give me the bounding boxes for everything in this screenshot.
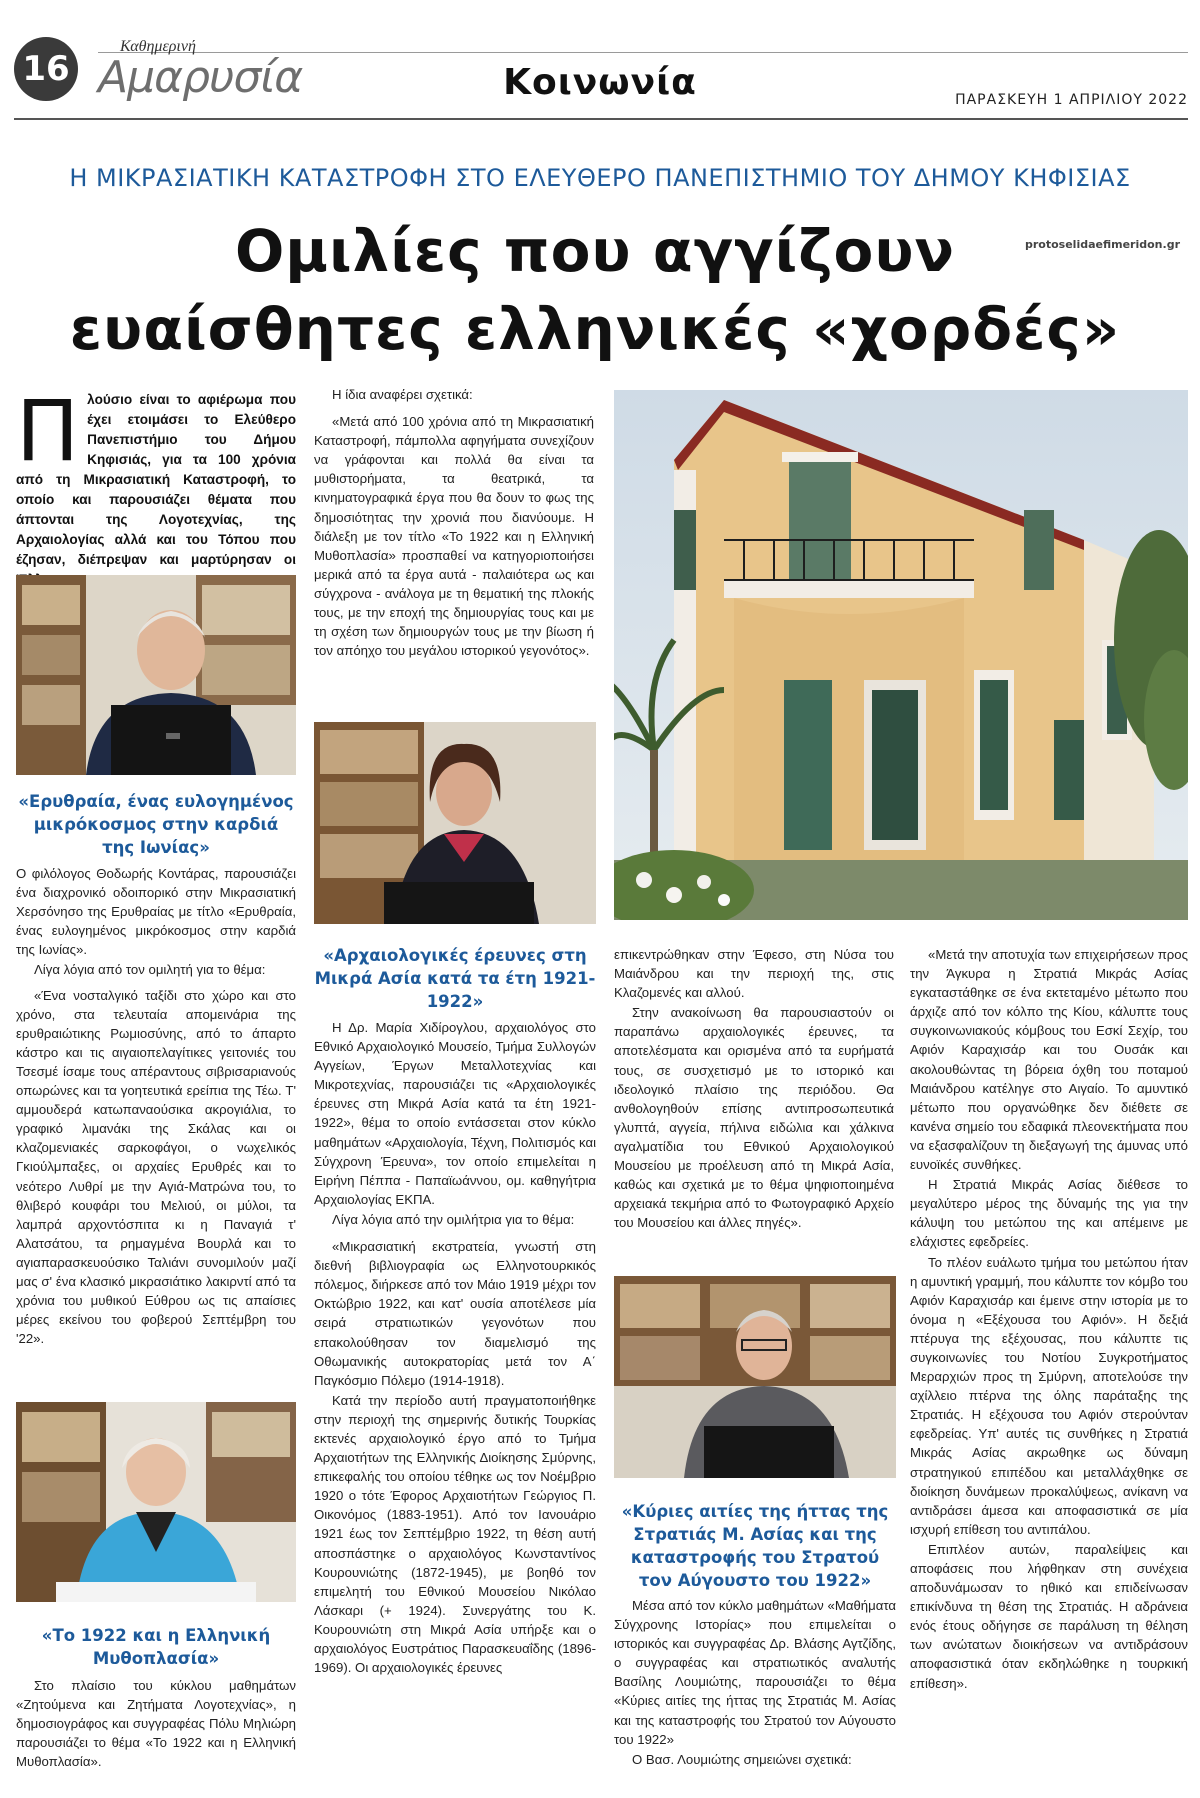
section-title: Κοινωνία <box>503 62 697 103</box>
col1-text-a <box>16 864 296 1349</box>
photo-chidiroglou <box>314 722 596 924</box>
header-rule <box>14 118 1188 120</box>
photo-milioti <box>16 1402 296 1602</box>
col3-paragraph-1: επικεντρώθηκαν στην Έφεσο, στη Νύσα του Μαιάνδρου και την περιοχή της, στις Κλαζομενές και αλλού. <box>614 947 894 1001</box>
col4-text <box>910 945 1188 1694</box>
col2-paragraph-4: Λίγα λόγια από την ομιλήτρια για το θέμα: <box>332 1211 575 1227</box>
col2-text-b <box>314 1018 596 1678</box>
photo-milioti-art <box>16 1402 296 1602</box>
drop-cap: Π <box>16 382 80 480</box>
col2-text-a <box>314 385 594 661</box>
brand-tagline: Καθημερινή <box>120 38 196 55</box>
col3-paragraph-3: Μέσα από τον κύκλο μαθημάτων «Μαθήματα Σύγχρονης Ιστορίας» που επιμελείται ο ιστορικός και συγγραφέας Δρ. Βλάσης Αγτζίδης, ο συγγραφέας και στρατιωτικός αναλυτής Βασίλης Λουμιώτης, παρουσιάζει το θέμα «Κύριες αιτίες της ήττας της Στρατιάς Μ. Ασίας και της καταστροφής του Στρατού τον Αύγουστο του 1922» <box>614 1598 896 1747</box>
subheading-defeat-causes: «Κύριες αιτίες της ήττας της Στρατιάς Μ. Ασίας και της καταστροφής του Στρατού τον Αύγουστο του 1922» <box>621 1502 889 1590</box>
col4-paragraph-4: Επιπλέον αυτών, παραλείψεις και αποφάσεις που λήφθηκαν στη συνέχεια αποδυνάμωσαν το ηθικό και επιδείνωσαν επικίνδυνα τη θέση της Στρατιάς. Η αδράνεια ενός έτους οδήγησε σε παράλυση τη θέληση των ανώτατων διοικήσεων να αντιδράσουν αποφασιστικά όταν εκδηλώθηκε η τουρκική επίθεση». <box>910 1541 1188 1691</box>
col3-paragraph-2: Στην ανακοίνωση θα παρουσιαστούν οι παραπάνω αρχαιολογικές έρευνες, τα αποτελέσματα και ορισμένα από τα ευρήματά τους, σε συσχετισμό με το ιστορικό και ιδεολογικό πλαίσιο της περιόδου. Θα ανθολογηθούν επίσης αντιπροσωπευτικά γλυπτά, αγγεία, πήλινα ειδώλια και χάλκινα αγαλματίδια του Εθνικού Αρχαιολογικού Μουσείου με προέλευση από τη Μικρά Ασία, καθώς και σχετικά με το θέμα ψηφιοποιημένα αρχειακά τεκμήρια από το Φωτογραφικό Αρχείο του Μουσείου και άλλες πηγές». <box>614 1005 894 1231</box>
photo-building <box>614 390 1188 920</box>
lead-paragraph <box>16 382 296 590</box>
article-headline <box>40 212 1150 368</box>
subheading-archaeology: «Αρχαιολογικές έρευνες στη Μικρά Ασία κατά τα έτη 1921-1922» <box>314 946 596 1011</box>
photo-chidiroglou-art <box>314 722 596 924</box>
brand-logo: Αμαρυσία <box>98 52 303 103</box>
issue-date: ΠΑΡΑΣΚΕΥΗ 1 ΑΠΡΙΛΙΟΥ 2022 <box>955 92 1188 108</box>
photo-building-art <box>614 390 1188 920</box>
col1-text-b <box>16 1676 296 1772</box>
page-number-badge: 16 <box>14 37 78 101</box>
watermark: protoselidaefimeridon.gr <box>1025 238 1180 251</box>
col2-paragraph-5: «Μικρασιατική εκστρατεία, γνωστή στη διεθνή βιβλιογραφία ως Ελληνοτουρκικός πόλεμος, διήρκεσε από τον Μάιο 1919 μέχρι τον Οκτώβριο 1922, και κατ' ουσία αποτέλεσε μία σειρά στρατιωτικών γεγονότων που επακολούθησαν τον διαμελισμό της Οθωμανικής αυτοκρατορίας μετά τον Α΄ Παγκόσμιο Πόλεμο (1914-1918). <box>314 1239 596 1388</box>
subheading-erythraia: «Ερυθραία, ένας ευλογημένος μικρόκοσμος στην καρδιά της Ιωνίας» <box>18 792 294 857</box>
col2-paragraph-6: Κατά την περίοδο αυτή πραγματοποιήθηκε στην περιοχή της σημερινής δυτικής Τουρκίας εκτενές αρχαιολογικό έργο από το Τμήμα Αρχαιοτήτων της Ελληνικής Διοίκησης Σμύρνης, επικεφαλής του οποίου τέθηκε ως τον Νοέμβριο 1920 ο τότε Έφορος Αρχαιοτήτων Γεώργιος Π. Οικονόμος (1883-1951). Από τον Ιανουάριο 1921 έως τον Σεπτέμβριο 1922, τη θέση αυτή αποσπάστηκε ο αρχαιολόγος Κωνσταντίνος Κουρουνιώτης (1872-1945), με βοηθό τον επιμελητή του Εθνικού Μουσείου Νικόλαο Λάσκαρι (+ 1924). Συνεργάτης του Κ. Κουρουνιώτη στη Μικρά Ασία υπήρξε και ο αρχαιολόγος Ευστράτιος Παρασκευαΐδης (1896-1969). Οι αρχαιολογικές έρευνες <box>314 1392 596 1676</box>
col4-paragraph-2: Η Στρατιά Μικράς Ασίας διέθεσε το μεγαλύτερο μέρος της δύναμής της για την κάλυψη του μετώπου της και απέμεινε με ελάχιστες εφεδρείες. <box>910 1177 1188 1250</box>
col4-paragraph-1: «Μετά την αποτυχία των επιχειρήσεων προς την Άγκυρα η Στρατιά Μικράς Ασίας εγκαταστάθηκε σε ένα εκτεταμένο μέτωπο που άρχιζε από τον κόλπο της Κίου, κάλυπτε τους συγκοινωνιακούς κόμβους του Εσκί Σεχίρ, του Αφιόν Καραχισάρ και του Ουσάκ και ακολουθώντας τη βόρεια όχθη του ποταμού Μαιάνδρου κατέληγε στο Αιγαίο. Το αμυντικό μέτωπο που οργανώθηκε δεν διέθετε σε κανένα σημείο του εδαφικά πλεονεκτήματα που να εξασφαλίζουν τη διεξαγωγή της άμυνας υπό ευνοϊκές συνθήκες. <box>910 947 1188 1173</box>
col2-paragraph-2: «Μετά από 100 χρόνια από τη Μικρασιατική Καταστροφή, πάμπολλα αφηγήματα συνεχίζουν να γράφονται και πολλά θα είναι τα μυθιστορήματα, τα θεατρικά, τα κινηματογραφικά έργα που θα δουν το φως της δημοσιότητας την χρονιά που διανύουμε. Η διάλεξη με τον τίτλο «Το 1922 και η Ελληνική Μυθοπλασία» προσπαθεί να κατηγοριοποιήσει μερικά από τα έργα αυτά - παλαιότερα ως και σύγχρονα - ανάλογα με τη θεματική της πλοκής τους, με την εποχή της δημιουργίας τους και με τη σχέση των δημιουργών τους με την βίωση ή τον απόηχο του μεγάλου ιστορικού γεγονότος». <box>314 414 594 659</box>
col1-paragraph-4: Στο πλαίσιο του κύκλου μαθημάτων «Ζητούμενα και Ζητήματα Λογοτεχνίας», η δημοσιογράφος και συγγραφέας Πόλυ Μηλιώρη παρουσιάζει το θέμα «Το 1922 και η Ελληνική Μυθοπλασία». <box>16 1678 296 1770</box>
article-lead <box>16 382 296 590</box>
photo-loumiotis <box>614 1276 896 1478</box>
photo-kontaras <box>16 575 296 775</box>
col1-paragraph-1: Ο φιλόλογος Θοδωρής Κοντάρας, παρουσιάζει ένα διαχρονικό οδοιπορικό στην Μικρασιατική Χερσόνησο της Ερυθραίας με τίτλο «Ερυθραία, ένας ευλογημένος μικρόκοσμος στην καρδιά της Ιωνίας». <box>16 866 296 958</box>
col4-paragraph-3: Το πλέον ευάλωτο τμήμα του μετώπου ήταν η αμυντική γραμμή, που κάλυπτε τον κόμβο του Αφιόν Καραχισάρ και έμεινε στην ιστορία με το όνομα η «Εξέχουσα του Αφιόν». Η δεξιά πτέρυγα της εξέχουσας, που κάλυπτε τις συγκοινωνίες του Νοτίου Συγκροτήματος Μεραρχιών προς τη Σμύρνη, αποτελούσε την αχίλλειο πτέρνα της όλης παράταξης της Στρατιάς. Η εξέχουσα του Αφιόν στερούνταν εφεδρείας. Υπ' αυτές τις συνθήκες η Στρατιά Μικράς Ασίας ακρωθηκε ως δύναμη στρατηγικού επιπέδου και μεταλλάχθηκε σε διοίκηση δυνάμεων προκαλύψεως, ανίκανη να αντιδράσει άμεσα και αποφασιστικά σε μία ισχυρή επίθεση του αντιπάλου. <box>910 1254 1188 1537</box>
col1-paragraph-3: «Ένα νοσταλγικό ταξίδι στο χώρο και στο χρόνο, στα τελευταία απομεινάρια της ερυθραιώτικης Ρωμιοσύνης, από το άπαρτο κάστρο και τις αιγαιοπελαγίτικες γειτονιές του Τσεσμέ ίσαμε τους απέραντους σιβρισαριανούς οπωρώνες και τα γοητευτικά ερείπια της Τέω. Τ' αμμουδερά κατωπαναούσικα ακρογιάλια, το γραφικό λιμανάκι της Σκάλας και οι κλαζομενιακές σαρκοφάγοι, ο νωχελικός Γκιούλμπαξες, οι αρχαίες Ερυθρές και το νεότερο Λυθρί με την Αγιά-Ματρώνα του, το θλιβερό κουφάρι του Μελιού, οι μύλοι, τα λαμπρά αρχοντόσπιτα κι η Παναγιά τ' Αλατσάτου, τα ρημαγμένα Βουρλά και το αγιαπαρασκευούσικο Ταλιάνι συνομιλούν μαζί μας σ' ένα κλασικό μικρασιάτικο λακιρντί από τα χρόνια του μυθικού Εύθρου ως τις απαίσιες μέρες εκείνου του φοβερού Σεπτέμβρη του '22». <box>16 987 296 1347</box>
subheading-1922-fiction: «Το 1922 και η Ελληνική Μυθοπλασία» <box>41 1626 271 1668</box>
headline-line-2: ευαίσθητες ελληνικές «χορδές» <box>69 295 1121 363</box>
photo-loumiotis-art <box>614 1276 896 1478</box>
col3-paragraph-4: Ο Βασ. Λουμιώτης σημειώνει σχετικά: <box>632 1751 852 1767</box>
headline-line-1: Ομιλίες που αγγίζουν <box>234 217 956 285</box>
col3-text-b <box>614 1596 896 1770</box>
article-kicker: Η ΜΙΚΡΑΣΙΑΤΙΚΗ ΚΑΤΑΣΤΡΟΦΗ ΣΤΟ ΕΛΕΥΘΕΡΟ ΠΑΝΕΠΙΣΤΗΜΙΟ ΤΟΥ ΔΗΜΟΥ ΚΗΦΙΣΙΑΣ <box>69 164 1131 192</box>
col1-paragraph-2: Λίγα λόγια από τον ομιλητή για το θέμα: <box>34 962 266 978</box>
col3-text-a <box>614 945 894 1233</box>
lead-text: λούσιο είναι το αφιέρωμα που έχει ετοιμάσει το Ελεύθερο Πανεπιστήμιο του Δήμου Κηφισιάς, για τα 100 χρόνια από τη Μικρασιατική Καταστροφή, το οποίο και παρουσιάζει θέματα που άπτονται της Λογοτεχνίας, της Αρχαιολογίας αλλά και του Τόπου που έζησαν, διέπρεψαν και μαρτύρησαν οι <box>16 392 296 567</box>
photo-kontaras-art <box>16 575 296 775</box>
col2-paragraph-1: Η ίδια αναφέρει σχετικά: <box>332 387 473 402</box>
col2-paragraph-3: Η Δρ. Μαρία Χιδίρογλου, αρχαιολόγος στο Εθνικό Αρχαιολογικό Μουσείο, Τμήμα Συλλογών Αγγείων, Έργων Μεταλλοτεχνίας και Μικροτεχνίας, παρουσιάζει τις «Αρχαιολογικές έρευνες στη Μικρά Ασία κατά τα έτη 1921-1922», θέμα το οποίο εντάσσεται στον κύκλο μαθημάτων «Αρχαιολογία, Τέχνη, Πολιτισμός και Σύγχρονη Έρευνα», τον οποίο επιμελείται η Ειρήνη Πέππα - Παπαϊωάννου, ομ. καθηγήτρια Αρχαιολογίας ΕΚΠΑ. <box>314 1020 596 1207</box>
